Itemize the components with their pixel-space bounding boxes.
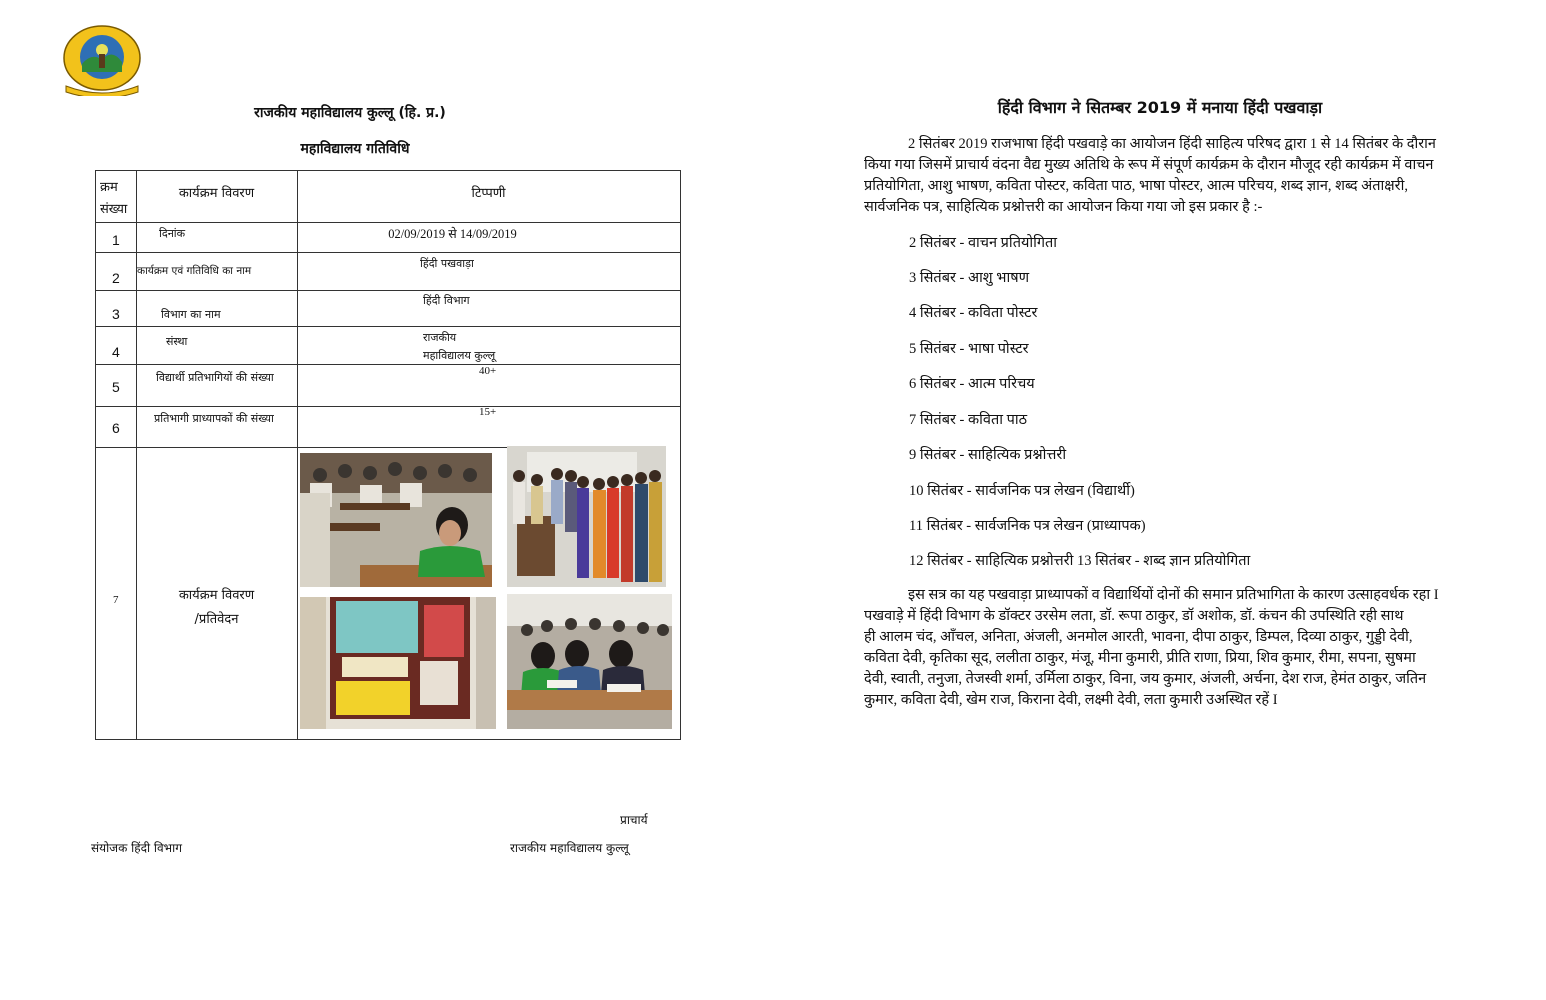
college-title: राजकीय महाविद्यालय कुल्लू (हि. प्र.) bbox=[254, 105, 446, 121]
header-remarks: टिप्पणी bbox=[471, 186, 506, 201]
row-2-number: 2 bbox=[112, 270, 120, 286]
row-7-number: 7 bbox=[113, 594, 119, 606]
schedule-item: 11 सितंबर - सार्वजनिक पत्र लेखन (प्राध्यापक) bbox=[909, 518, 1146, 534]
closing-paragraph bbox=[864, 585, 1456, 711]
closing-line-2: पखवाड़े में हिंदी विभाग के डॉक्टर उरसेम लता, डॉ. रूपा ठाकुर, डॉ अशोक, डॉ. कंचन की उपस्थिति रही साथ bbox=[864, 608, 1404, 624]
row-4-value-line1: राजकीय bbox=[423, 331, 457, 344]
closing-line-5: देवी, स्वाती, तनुजा, तेजस्वी शर्मा, उर्मिला ठाकुर, विना, जय कुमार, अंजली, अर्चना, देश राज, हेमंत ठाकुर, जतिन bbox=[864, 671, 1427, 687]
principal-signature-title: प्राचार्य bbox=[620, 813, 648, 827]
schedule-item: 7 सितंबर - कविता पाठ bbox=[909, 412, 1028, 428]
intro-line-2: किया गया जिसमें प्राचार्य वंदना वैद्य मुख्य अतिथि के रूप में संपूर्ण कार्यक्रम के दौरान मौजूद रही कार्यक्रम में वाचन bbox=[864, 157, 1434, 173]
row-5-value: 40+ bbox=[479, 365, 497, 377]
row-6-value: 15+ bbox=[479, 406, 497, 418]
row-4-value-line2: महाविद्यालय कुल्लू bbox=[423, 349, 496, 362]
row-7-label-line1: कार्यक्रम विवरण bbox=[178, 588, 255, 603]
row-5-label: विद्यार्थी प्रतिभागियों की संख्या bbox=[156, 371, 274, 384]
intro-line-4: सार्वजनिक पत्र, साहित्यिक प्रश्नोत्तरी का आयोजन किया गया जो इस प्रकार है :- bbox=[864, 199, 1263, 215]
row-4-number: 4 bbox=[112, 344, 120, 360]
principal-signature-college: राजकीय महाविद्यालय कुल्लू bbox=[510, 841, 629, 855]
students-writing-photo bbox=[507, 594, 672, 729]
schedule-item: 6 सितंबर - आत्म परिचय bbox=[909, 376, 1035, 392]
group-photo bbox=[507, 446, 666, 587]
row-3-label: विभाग का नाम bbox=[161, 308, 221, 321]
closing-line-6: कुमार, कविता देवी, खेम राज, किराना देवी, लक्ष्मी देवी, लता कुमारी उअस्थित रहें I bbox=[864, 692, 1278, 708]
schedule-item: 4 सितंबर - कविता पोस्टर bbox=[909, 305, 1038, 321]
schedule-item: 10 सितंबर - सार्वजनिक पत्र लेखन (विद्यार्थी) bbox=[909, 483, 1135, 499]
intro-line-1: 2 सितंबर 2019 राजभाषा हिंदी पखवाड़े का आयोजन हिंदी साहित्य परिषद द्वारा 1 से 14 सितंबर के दौरान bbox=[908, 136, 1436, 152]
closing-line-4: कविता देवी, कृतिका सूद, ललीता ठाकुर, मंजू, मीना कुमारी, प्रीति राणा, प्रिया, शिव कुमार, रीमा, सपना, सुषमा bbox=[864, 650, 1416, 666]
row-1-label: दिनांक bbox=[159, 227, 186, 240]
header-serial: क्रम संख्या bbox=[100, 180, 128, 217]
intro-line-3: प्रतियोगिता, आशु भाषण, कविता पोस्टर, कविता पाठ, भाषा पोस्टर, आत्म परिचय, शब्द ज्ञान, शब्द अंताक्षरी, bbox=[864, 178, 1408, 194]
schedule-item: 2 सितंबर - वाचन प्रतियोगिता bbox=[909, 235, 1058, 251]
article-title: हिंदी विभाग ने सितम्बर 2019 में मनाया हिंदी पखवाड़ा bbox=[997, 98, 1323, 117]
row-1-number: 1 bbox=[112, 232, 120, 248]
intro-paragraph bbox=[864, 134, 1456, 218]
row-1-value: 02/09/2019 से 14/09/2019 bbox=[388, 227, 517, 241]
classroom-writing-photo bbox=[300, 453, 492, 587]
closing-line-3: ही आलम चंद, आँचल, अनिता, अंजली, अनमोल आरती, भावना, दीपा ठाकुर, डिम्पल, दिव्या ठाकुर, गुड्डी देवी, bbox=[864, 629, 1413, 645]
row-7-label-line2: /प्रतिवेदन bbox=[194, 612, 239, 627]
schedule-item: 9 सितंबर - साहित्यिक प्रश्नोत्तरी bbox=[909, 447, 1067, 463]
row-3-value: हिंदी विभाग bbox=[423, 294, 470, 307]
row-4-label: संस्था bbox=[166, 335, 188, 348]
coordinator-signature: संयोजक हिंदी विभाग bbox=[91, 841, 182, 855]
row-6-number: 6 bbox=[112, 420, 120, 436]
schedule-item: 3 सितंबर - आशु भाषण bbox=[909, 270, 1030, 286]
closing-line-1: इस सत्र का यह पखवाड़ा प्राध्यापकों व विद्यार्थियों दोनों की समान प्रतिभागिता के कारण उत्साहवर्धक रहा I bbox=[908, 587, 1439, 603]
college-logo bbox=[62, 24, 142, 96]
row-2-label: कार्यक्रम एवं गतिविधि का नाम bbox=[137, 265, 252, 277]
row-6-label: प्रतिभागी प्राध्यापकों की संख्या bbox=[154, 412, 274, 425]
activity-heading: महाविद्यालय गतिविधि bbox=[300, 141, 410, 157]
schedule-item: 5 सितंबर - भाषा पोस्टर bbox=[909, 341, 1029, 357]
schedule-item: 12 सितंबर - साहित्यिक प्रश्नोत्तरी 13 सितंबर - शब्द ज्ञान प्रतियोगिता bbox=[909, 553, 1251, 569]
row-5-number: 5 bbox=[112, 379, 120, 395]
row-3-number: 3 bbox=[112, 306, 120, 322]
poster-display-photo bbox=[300, 597, 496, 729]
header-program-details: कार्यक्रम विवरण bbox=[178, 186, 255, 201]
row-2-value: हिंदी पखवाड़ा bbox=[420, 257, 474, 270]
